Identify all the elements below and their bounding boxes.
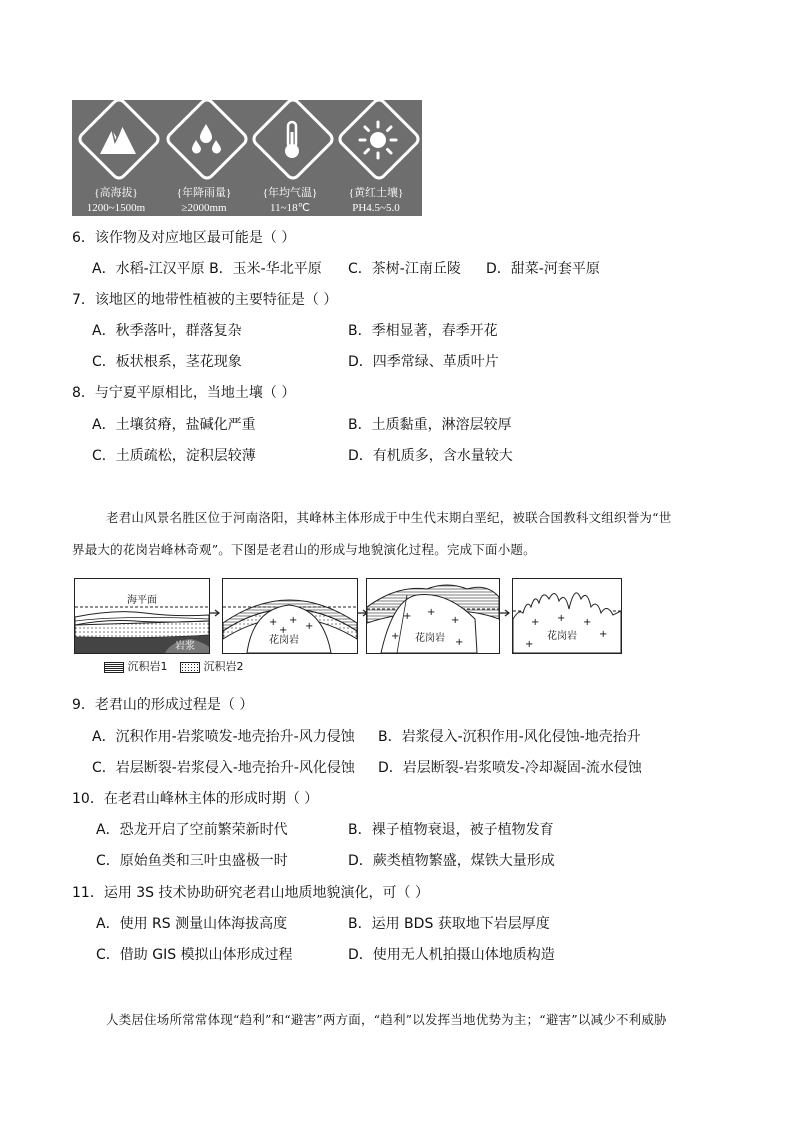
question-10-stem: 10．在老君山峰林主体的形成时期（ ） xyxy=(72,791,319,807)
passage-intro-line2: 界最大的花岗岩峰林奇观”。下图是老君山的形成与地貌演化过程。完成下面小题。 xyxy=(72,542,536,557)
q8-option-b[interactable]: B．土质黏重，淋溶层较厚 xyxy=(348,417,512,433)
icon-value: ≥2000mm xyxy=(181,202,227,214)
thermometer-icon xyxy=(268,116,316,164)
sea-level-label: 海平面 xyxy=(127,595,157,606)
icon-value: 11~18℃ xyxy=(270,202,310,214)
svg-text:+: + xyxy=(599,629,608,640)
svg-text:+: + xyxy=(557,613,566,624)
sun-icon xyxy=(354,116,402,164)
granite-label: 花岗岩 xyxy=(547,631,577,642)
svg-text:+: + xyxy=(427,607,436,618)
q10-option-d[interactable]: D．蕨类植物繁盛，煤铁大量形成 xyxy=(348,853,555,869)
passage-intro-line1: 老君山风景名胜区位于河南洛阳，其峰林主体形成于中生代末期白垩纪，被联合国教科文组织誉为“世 xyxy=(106,510,672,525)
question-11-stem: 11．运用 3S 技术协助研究老君山地质地貌演化，可（ ） xyxy=(72,885,429,901)
q7-option-c[interactable]: C．板状根系，茎花现象 xyxy=(92,354,242,370)
arrow-icon xyxy=(500,608,512,618)
svg-text:+: + xyxy=(531,617,540,628)
q11-option-b[interactable]: B．运用 BDS 获取地下岩层厚度 xyxy=(348,916,550,932)
diagram-panel-2 xyxy=(222,578,358,654)
passage-next-intro: 人类居住场所常常体现“趋利”和“避害”两方面，“趋利”以发挥当地优势为主；“避害”以减少不利威胁 xyxy=(106,1012,667,1027)
icon-label: {年均气温} xyxy=(262,187,318,199)
q6-option-ab[interactable]: A．水稻-江汉平原 B．玉米-华北平原 xyxy=(92,261,322,277)
svg-text:+: + xyxy=(289,615,298,626)
q10-option-a[interactable]: A．恐龙开启了空前繁荣新时代 xyxy=(96,822,288,838)
icon-label: {年降雨量} xyxy=(176,187,232,199)
q8-option-a[interactable]: A．土壤贫瘠，盐碱化严重 xyxy=(92,417,256,433)
soil-cell xyxy=(334,100,418,216)
icon-label: {高海拔} xyxy=(94,187,138,199)
svg-text:+: + xyxy=(583,617,592,628)
q10-option-c[interactable]: C．原始鱼类和三叶虫盛极一时 xyxy=(96,853,288,869)
svg-text:+: + xyxy=(451,615,460,626)
hatch-swatch xyxy=(104,662,124,673)
question-8-stem: 8．与宁夏平原相比，当地土壤（ ） xyxy=(72,385,296,401)
raindrops-icon xyxy=(182,116,230,164)
climate-icon-panel xyxy=(72,100,422,216)
q9-option-c[interactable]: C．岩层断裂-岩浆侵入-地壳抬升-风化侵蚀 xyxy=(92,760,355,776)
icon-label: {黄红土壤} xyxy=(348,187,404,199)
q9-option-a[interactable]: A．沉积作用-岩浆喷发-地壳抬升-风力侵蚀 xyxy=(92,729,355,745)
svg-text:+: + xyxy=(391,631,400,642)
q8-option-c[interactable]: C．土质疏松，淀积层较薄 xyxy=(92,448,256,464)
temperature-cell xyxy=(248,100,332,216)
q11-option-c[interactable]: C．借助 GIS 模拟山体形成过程 xyxy=(96,947,293,963)
magma-label: 岩浆 xyxy=(175,641,195,652)
granite-label: 花岗岩 xyxy=(415,633,445,644)
svg-text:+: + xyxy=(403,611,412,622)
arrow-icon xyxy=(210,608,222,618)
diagram-panel-1 xyxy=(74,578,210,654)
mountain-icon xyxy=(94,116,142,164)
q6-option-c[interactable]: C．茶树-江南丘陵 xyxy=(348,261,461,277)
question-7-stem: 7．该地区的地带性植被的主要特征是（ ） xyxy=(72,292,338,308)
svg-text:+: + xyxy=(279,625,288,636)
granite-label: 花岗岩 xyxy=(269,635,299,646)
q9-option-d[interactable]: D．岩层断裂-岩浆喷发-冷却凝固-流水侵蚀 xyxy=(378,760,642,776)
legend-label: 沉积岩2 xyxy=(203,660,244,673)
svg-text:+: + xyxy=(305,621,314,632)
svg-text:+: + xyxy=(455,637,464,648)
svg-text:+: + xyxy=(525,639,534,650)
icon-value: PH4.5~5.0 xyxy=(352,202,400,214)
icon-value: 1200~1500m xyxy=(86,202,146,214)
q10-option-b[interactable]: B．裸子植物衰退，被子植物发育 xyxy=(348,822,554,838)
diagram-panel-4 xyxy=(512,578,622,654)
q11-option-d[interactable]: D．使用无人机拍摄山体地质构造 xyxy=(348,947,555,963)
q7-option-d[interactable]: D．四季常绿、革质叶片 xyxy=(348,354,499,370)
q11-option-a[interactable]: A．使用 RS 测量山体海拔高度 xyxy=(96,916,288,932)
altitude-cell xyxy=(74,100,158,216)
q6-option-d[interactable]: D．甜菜-河套平原 xyxy=(486,261,600,277)
q9-option-b[interactable]: B．岩浆侵入-沉积作用-风化侵蚀-地壳抬升 xyxy=(378,729,641,745)
question-9-stem: 9．老君山的形成过程是（ ） xyxy=(72,697,254,713)
legend-item-2 xyxy=(180,660,244,674)
legend-item-1 xyxy=(104,660,168,674)
diagram-panel-3 xyxy=(366,578,500,654)
svg-text:+: + xyxy=(269,617,278,628)
legend-label: 沉积岩1 xyxy=(127,660,168,673)
q7-option-a[interactable]: A．秋季落叶，群落复杂 xyxy=(92,323,242,339)
q7-option-b[interactable]: B．季相显著，春季开花 xyxy=(348,323,498,339)
q8-option-d[interactable]: D．有机质多，含水量较大 xyxy=(348,448,513,464)
dot-swatch xyxy=(180,662,200,673)
rainfall-cell xyxy=(162,100,246,216)
question-6-stem: 6．该作物及对应地区最可能是（ ） xyxy=(72,230,296,246)
laojun-mountain-evolution-diagram xyxy=(74,576,622,680)
